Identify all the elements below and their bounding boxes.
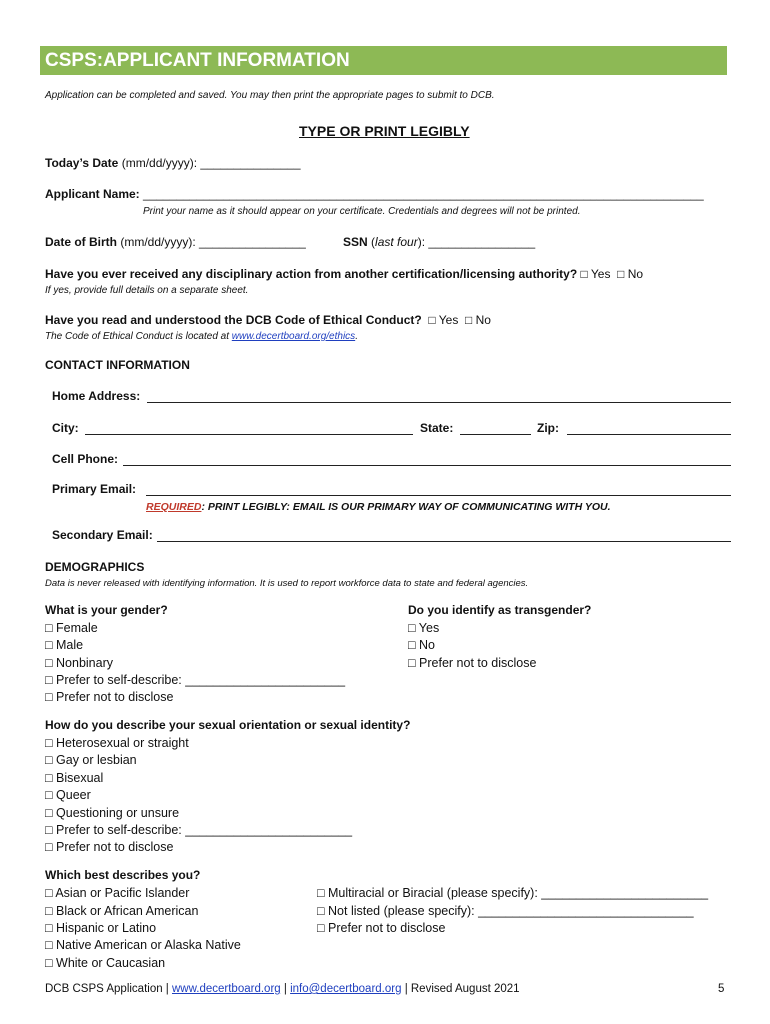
gender-option-male[interactable]: □ Male bbox=[45, 638, 84, 652]
applicant-name-note: Print your name as it should appear on your certificate. Credentials and degrees will not be printed. bbox=[143, 206, 581, 217]
gender-option-female[interactable]: □ Female bbox=[45, 621, 98, 635]
race-option-black[interactable]: □ Black or African American bbox=[45, 904, 199, 918]
race-option-asian[interactable]: □ Asian or Pacific Islander bbox=[45, 886, 190, 900]
intro-text: Application can be completed and saved. You may then print the appropriate pages to submit to DCB. bbox=[45, 90, 495, 101]
transgender-option-prefer-not[interactable]: □ Prefer not to disclose bbox=[408, 656, 537, 670]
disciplinary-yes-checkbox[interactable]: □ Yes bbox=[580, 267, 611, 281]
gender-option-nonbinary[interactable]: □ Nonbinary bbox=[45, 656, 113, 670]
zip-label: Zip: bbox=[537, 421, 559, 435]
applicant-name-label: Applicant Name: bbox=[45, 187, 140, 201]
ssn-format-open: ( bbox=[371, 235, 376, 249]
demographics-title: DEMOGRAPHICS bbox=[45, 560, 145, 574]
demographics-note: Data is never released with identifying information. It is used to report workforce data to state and federal agencies. bbox=[45, 578, 529, 589]
contact-info-title: CONTACT INFORMATION bbox=[45, 358, 190, 372]
applicant-name-field[interactable] bbox=[45, 187, 704, 201]
race-question: Which best describes you? bbox=[45, 868, 201, 882]
footer-revised: | Revised August 2021 bbox=[404, 983, 520, 995]
section-header-bar bbox=[40, 46, 727, 75]
race-option-hispanic[interactable]: □ Hispanic or Latino bbox=[45, 921, 157, 935]
dob-label: Date of Birth bbox=[45, 235, 117, 249]
ssn-label: SSN bbox=[343, 235, 368, 249]
gender-option-prefer-not[interactable]: □ Prefer not to disclose bbox=[45, 690, 174, 704]
state-input[interactable] bbox=[460, 434, 531, 435]
race-option-multiracial[interactable]: □ Multiracial or Biracial (please specify): ________________________ bbox=[317, 886, 709, 900]
dob-field[interactable] bbox=[45, 235, 306, 249]
ethics-note-end: . bbox=[355, 331, 358, 342]
cell-phone-input[interactable] bbox=[123, 465, 731, 466]
todays-date-blank[interactable]: _______________ bbox=[200, 156, 301, 170]
todays-date-label: Today’s Date bbox=[45, 156, 119, 170]
zip-input[interactable] bbox=[567, 434, 731, 435]
applicant-name-blank[interactable]: ____________________________________________________________________________________ bbox=[143, 187, 704, 201]
footer-website-link[interactable]: www.decertboard.org bbox=[172, 983, 281, 995]
required-label: REQUIRED bbox=[146, 501, 202, 513]
dob-blank[interactable]: ________________ bbox=[199, 235, 306, 249]
ssn-field[interactable] bbox=[343, 235, 535, 249]
ethics-yes-checkbox[interactable]: □ Yes bbox=[428, 313, 459, 327]
ssn-blank[interactable]: ________________ bbox=[428, 235, 536, 249]
primary-email-label: Primary Email: bbox=[52, 482, 137, 496]
ethics-question: Have you read and understood the DCB Code of Ethical Conduct? bbox=[45, 313, 422, 327]
disciplinary-no-checkbox[interactable]: □ No bbox=[617, 267, 644, 281]
cell-phone-label: Cell Phone: bbox=[52, 452, 119, 466]
race-option-prefer-not[interactable]: □ Prefer not to disclose bbox=[317, 921, 446, 935]
ethics-question-row bbox=[45, 313, 491, 327]
ethics-note-row bbox=[45, 331, 358, 342]
city-label: City: bbox=[52, 421, 79, 435]
secondary-email-input[interactable] bbox=[157, 541, 731, 542]
orientation-question: How do you describe your sexual orientation or sexual identity? bbox=[45, 718, 411, 732]
type-or-print-heading: TYPE OR PRINT LEGIBLY bbox=[299, 123, 470, 139]
race-option-native[interactable]: □ Native American or Alaska Native bbox=[45, 938, 241, 952]
orientation-option-queer[interactable]: □ Queer bbox=[45, 788, 91, 802]
home-address-input[interactable] bbox=[147, 402, 731, 403]
gender-question: What is your gender? bbox=[45, 603, 168, 617]
page-title: CSPS:APPLICANT INFORMATION bbox=[45, 50, 350, 71]
disciplinary-note: If yes, provide full details on a separate sheet. bbox=[45, 285, 249, 296]
page-number: 5 bbox=[718, 983, 725, 995]
orientation-option-gay-lesbian[interactable]: □ Gay or lesbian bbox=[45, 753, 137, 767]
race-option-not-listed[interactable]: □ Not listed (please specify): _______________________________ bbox=[317, 904, 694, 918]
required-note: : PRINT LEGIBLY: EMAIL IS OUR PRIMARY WAY OF COMMUNICATING WITH YOU. bbox=[201, 501, 611, 513]
orientation-option-questioning[interactable]: □ Questioning or unsure bbox=[45, 806, 180, 820]
state-label: State: bbox=[420, 421, 454, 435]
footer bbox=[45, 983, 520, 995]
ethics-note: The Code of Ethical Conduct is located at bbox=[45, 331, 229, 342]
disciplinary-question-row bbox=[45, 267, 643, 281]
ethics-link[interactable]: www.decertboard.org/ethics bbox=[231, 331, 356, 342]
footer-email-link[interactable]: info@decertboard.org bbox=[290, 983, 402, 995]
footer-left: DCB CSPS Application | bbox=[45, 983, 169, 995]
home-address-label: Home Address: bbox=[52, 389, 141, 403]
transgender-question: Do you identify as transgender? bbox=[408, 603, 592, 617]
primary-email-input[interactable] bbox=[146, 495, 731, 496]
orientation-option-self-describe[interactable]: □ Prefer to self-describe: ________________________ bbox=[45, 823, 353, 837]
orientation-option-heterosexual[interactable]: □ Heterosexual or straight bbox=[45, 736, 189, 750]
footer-separator: | bbox=[283, 983, 287, 995]
orientation-option-bisexual[interactable]: □ Bisexual bbox=[45, 771, 104, 785]
disciplinary-question: Have you ever received any disciplinary action from another certification/licensing authority? bbox=[45, 267, 578, 281]
ssn-format-close: ): bbox=[417, 235, 426, 249]
transgender-option-yes[interactable]: □ Yes bbox=[408, 621, 440, 635]
dob-format: (mm/dd/yyyy): bbox=[120, 235, 196, 249]
todays-date-field[interactable] bbox=[45, 156, 301, 170]
primary-email-note bbox=[146, 501, 611, 513]
ethics-no-checkbox[interactable]: □ No bbox=[465, 313, 491, 327]
orientation-option-prefer-not[interactable]: □ Prefer not to disclose bbox=[45, 840, 174, 854]
ssn-format-italic: last four bbox=[375, 235, 418, 249]
todays-date-format: (mm/dd/yyyy): bbox=[121, 156, 198, 170]
secondary-email-label: Secondary Email: bbox=[52, 528, 153, 542]
race-option-white[interactable]: □ White or Caucasian bbox=[45, 956, 166, 970]
transgender-option-no[interactable]: □ No bbox=[408, 638, 436, 652]
city-input[interactable] bbox=[85, 434, 413, 435]
gender-option-self-describe[interactable]: □ Prefer to self-describe: _______________________ bbox=[45, 673, 346, 687]
